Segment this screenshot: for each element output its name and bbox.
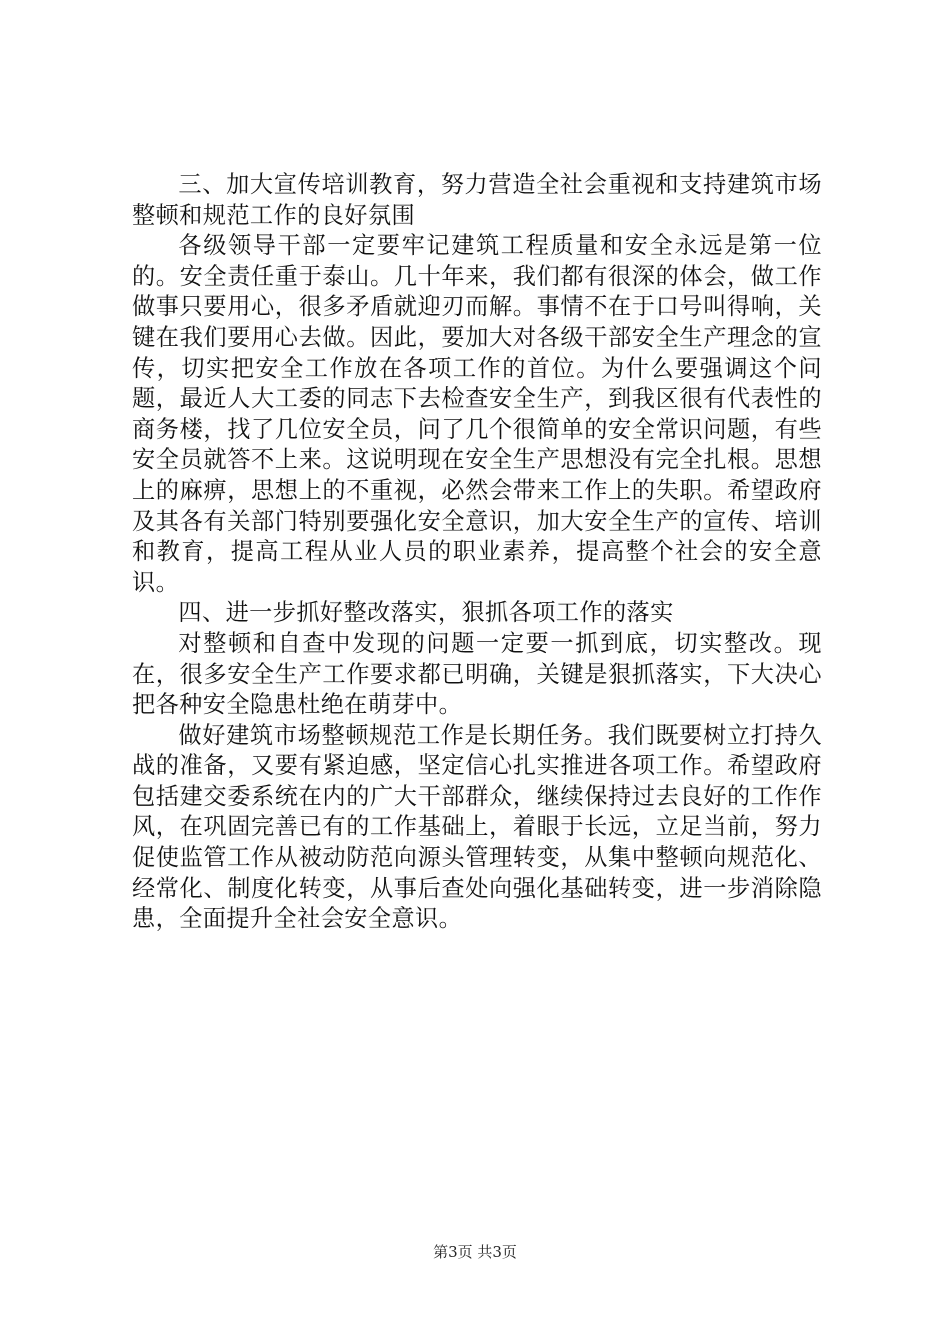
- section-heading-four: 四、进一步抓好整改落实，狠抓各项工作的落实: [178, 599, 674, 627]
- body-paragraph: 对整顿和自查中发现的问题一定要一抓到底，切实整改。现在，很多安全生产工作要求都已明确，关键是狠抓落实，下大决心把各种安全隐患杜绝在萌芽中。: [132, 629, 822, 719]
- section-heading-three: 三、加大宣传培训教育，努力营造全社会重视和支持建筑市场整顿和规范工作的良好氛围: [132, 171, 822, 229]
- body-paragraph: 做好建筑市场整顿规范工作是长期任务。我们既要树立打持久战的准备，又要有紧迫感，坚定信心扎实推进各项工作。希望政府包括建交委系统在内的广大干部群众，继续保持过去良好的工作作风，在巩固完善已有的工作基础上，着眼于长远，立足当前，努力促使监管工作从被动防范向源头管理转变，从集中整顿向规范化、经常化、制度化转变，从事后查处向强化基础转变，进一步消除隐患，全面提升全社会安全意识。: [132, 721, 822, 933]
- page-number-footer: 第3页 共3页: [433, 1243, 517, 1261]
- body-paragraph: 各级领导干部一定要牢记建筑工程质量和安全永远是第一位的。安全责任重于泰山。几十年来，我们都有很深的体会，做工作做事只要用心，很多矛盾就迎刃而解。事情不在于口号叫得响，关键在我们要用心去做。因此，要加大对各级干部安全生产理念的宣传，切实把安全工作放在各项工作的首位。为什么要强调这个问题，最近人大工委的同志下去检查安全生产，到我区很有代表性的商务楼，找了几位安全员，问了几个很简单的安全常识问题，有些安全员就答不上来。这说明现在安全生产思想没有完全扎根。思想上的麻痹，思想上的不重视，必然会带来工作上的失职。希望政府及其各有关部门特别要强化安全意识，加大安全生产的宣传、培训和教育，提高工程从业人员的职业素养，提高整个社会的安全意识。: [132, 232, 822, 596]
- document-body: [132, 170, 822, 935]
